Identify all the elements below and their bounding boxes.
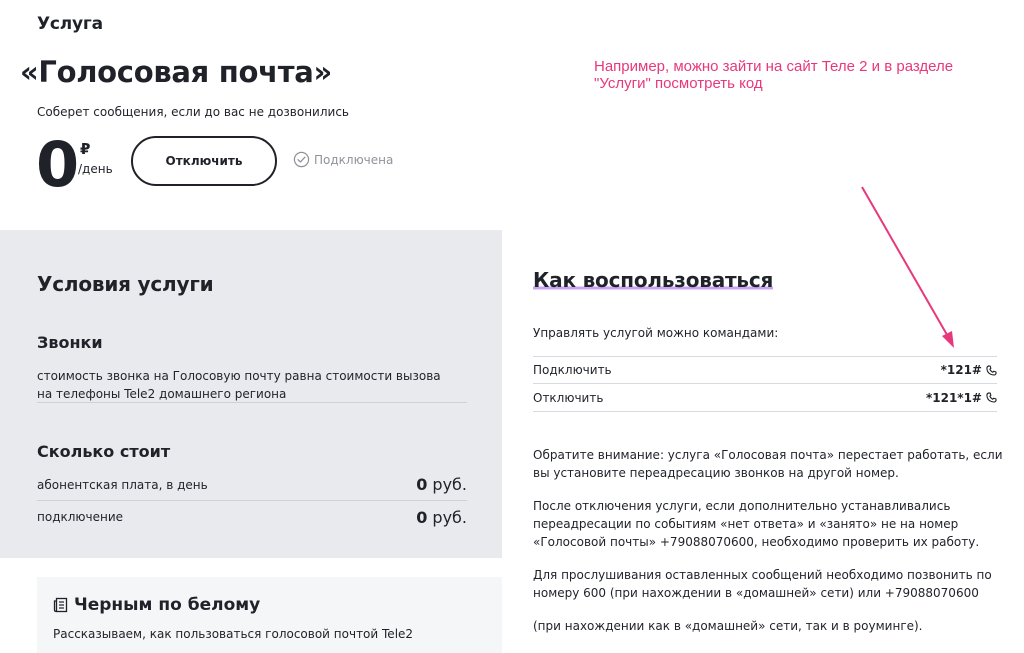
cost-value: 0 руб. <box>416 475 467 494</box>
cost-value: 0 руб. <box>416 507 467 527</box>
note-listen: Для прослушивания оставленных сообщений необходимо позвонить по номеру 600 (при нахождении в «домашней» сети) или +79088070600 <box>533 568 992 600</box>
cost-row-subscription <box>37 469 467 501</box>
blog-card[interactable] <box>37 577 502 653</box>
command-code[interactable]: *121*1# <box>926 391 997 405</box>
status-badge <box>293 151 393 168</box>
price-period: /день <box>78 162 113 176</box>
cost-label: подключение <box>37 510 124 524</box>
article-icon <box>53 597 68 613</box>
command-label: Отключить <box>533 390 604 405</box>
howto-intro: Управлять услугой можно командами: <box>533 326 779 340</box>
command-row-disable <box>533 384 997 412</box>
howto-heading: Как воспользоваться <box>533 268 774 292</box>
phone-icon[interactable] <box>986 365 997 376</box>
check-circle-icon <box>293 151 310 168</box>
service-kicker: Услуга <box>37 14 103 34</box>
cost-heading: Сколько стоит <box>37 442 171 461</box>
phone-icon[interactable] <box>986 392 997 403</box>
command-row-enable <box>533 356 997 384</box>
price-amount: 0 <box>36 128 80 201</box>
price-currency: ₽ <box>80 140 91 158</box>
service-description: Соберет сообщения, если до вас не дозвонились <box>37 105 349 119</box>
page-title: «Голосовая почта» <box>20 55 332 89</box>
blog-subtitle: Рассказываем, как пользоваться голосовой почтой Tele2 <box>53 627 414 641</box>
status-label: Подключена <box>314 152 394 167</box>
note-after-disable: После отключения услуги, если дополнительно устанавливались переадресации по событиям «нет ответа» и «занято» не на номер «Голосовой почты» +79088070600, необходимо проверить их работу. <box>533 499 980 549</box>
command-code[interactable]: *121# <box>941 363 997 377</box>
calls-heading: Звонки <box>37 333 103 352</box>
conditions-panel <box>0 230 502 558</box>
blog-title: Черным по белому <box>74 595 261 615</box>
note-forwarding: Обратите внимание: услуга «Голосовая почта» перестает работать, если вы установите переадресацию звонков на другой номер. <box>533 448 1003 480</box>
annotation-note: Например, можно зайти на сайт Теле 2 и в разделе "Услуги" посмотреть код <box>594 58 954 92</box>
conditions-heading: Условия услуги <box>37 272 214 296</box>
command-label: Подключить <box>533 363 612 377</box>
note-roaming: (при нахождении как в «домашней» сети, так и в роуминге). <box>533 619 923 633</box>
calls-description: стоимость звонка на Голосовую почту равна стоимости вызова на телефоны Tele2 домашнего региона <box>37 369 441 401</box>
disable-service-button[interactable]: Отключить <box>131 136 277 186</box>
divider <box>37 402 467 403</box>
cost-row-connection <box>37 501 467 533</box>
cost-label: абонентская плата, в день <box>37 477 208 492</box>
